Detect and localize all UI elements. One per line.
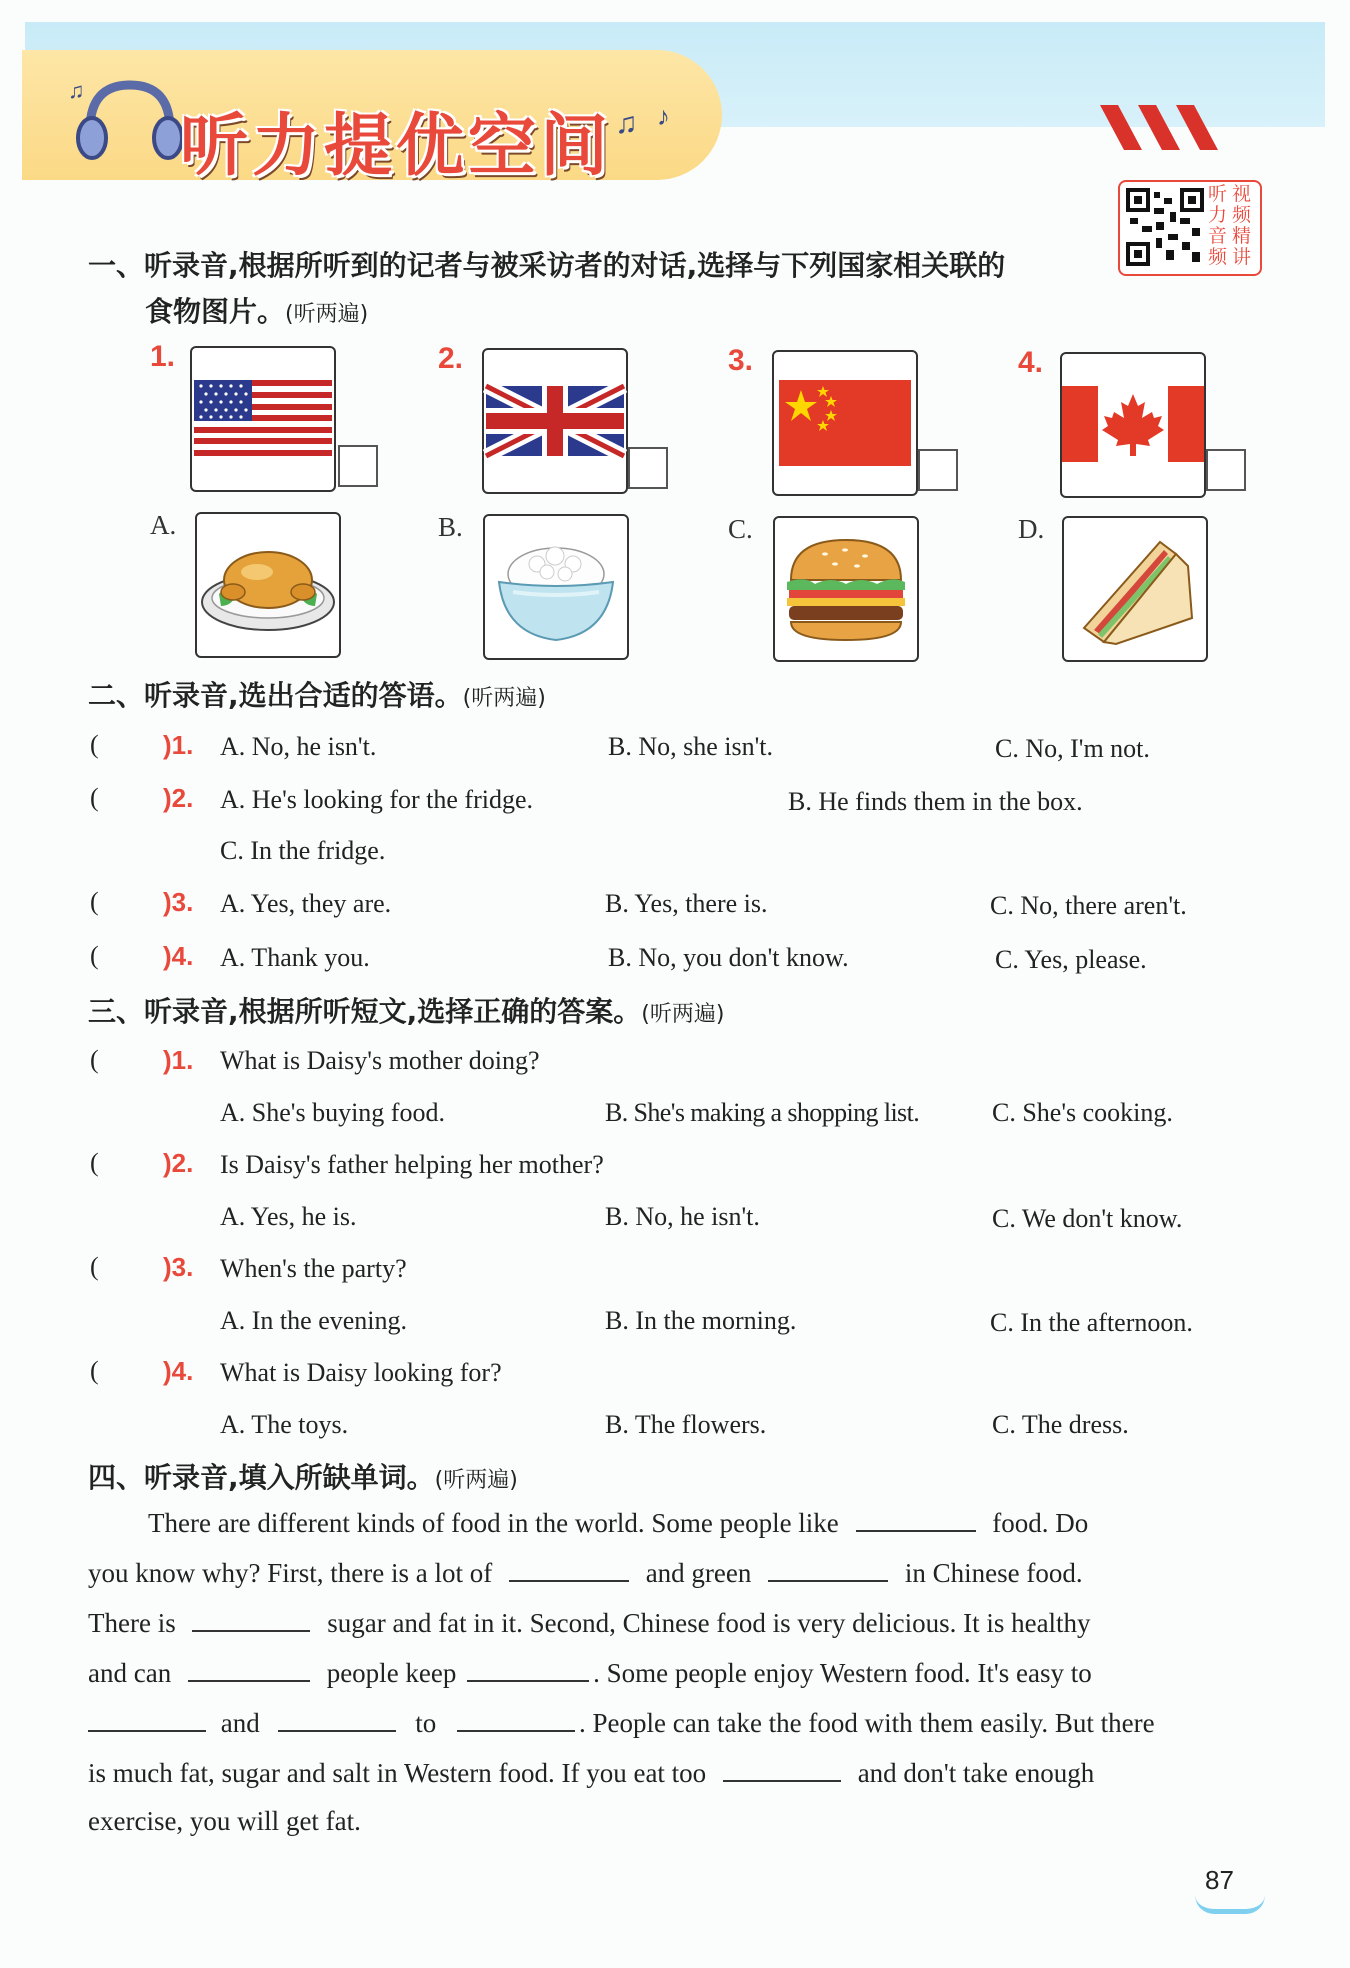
s3-q1-num: )1. <box>163 1045 194 1075</box>
s3-q4-num: )4. <box>163 1356 194 1386</box>
section3-note: (听两遍) <box>641 1002 725 1027</box>
answer-paren-s2-q1[interactable]: ( <box>90 730 99 759</box>
s3-q4-option-c[interactable]: C. The dress. <box>992 1410 1129 1439</box>
blank-2[interactable] <box>509 1556 629 1582</box>
answer-box-1[interactable] <box>338 445 378 487</box>
answer-paren-s3-q3[interactable]: ( <box>90 1252 99 1281</box>
s3-q3-option-a[interactable]: A. In the evening. <box>220 1306 408 1335</box>
s2-q4-option-c[interactable]: C. Yes, please. <box>995 945 1147 974</box>
flag-number-2: 2. <box>438 342 464 375</box>
s2-q4-num: )4. <box>163 941 194 971</box>
section1-title-line2: 食物图片。(听两遍) <box>145 295 369 328</box>
china-flag <box>779 380 911 466</box>
s3-q2-option-c[interactable]: C. We don't know. <box>992 1204 1183 1233</box>
qr-code-box[interactable] <box>1118 180 1262 276</box>
blank-8[interactable] <box>278 1706 396 1732</box>
blank-3[interactable] <box>768 1556 888 1582</box>
passage-line-6: is much fat, sugar and salt in Western food. If you eat too and don't take enough <box>88 1758 1095 1788</box>
page-number-decoration <box>1195 1895 1265 1914</box>
passage-line-5: and to . People can take the food with them easily. But there <box>88 1706 1155 1739</box>
flag-frame-canada <box>1060 352 1206 498</box>
blank-4[interactable] <box>192 1606 310 1632</box>
svg-text:♪: ♪ <box>657 102 670 131</box>
page-number: 87 <box>1205 1865 1234 1895</box>
blank-1[interactable] <box>856 1506 976 1532</box>
s2-q2-option-b[interactable]: B. He finds them in the box. <box>788 787 1083 816</box>
s2-q2-option-a[interactable]: A. He's looking for the fridge. <box>220 785 534 814</box>
section1-title: 一、听录音,根据所听到的记者与被采访者的对话,选择与下列国家相关联的 <box>88 249 1006 282</box>
sandwich-icon <box>1064 518 1206 660</box>
flag-frame-uk <box>482 348 628 494</box>
food-letter-b: B. <box>438 512 463 542</box>
usa-flag <box>194 380 332 456</box>
s3-q2-option-b[interactable]: B. No, he isn't. <box>605 1202 760 1231</box>
page-title: 听力提优空间 <box>180 107 613 186</box>
answer-paren-s2-q2[interactable]: ( <box>90 783 99 812</box>
food-frame-d <box>1062 516 1208 662</box>
hamburger-icon <box>775 518 917 660</box>
s3-q4-question: What is Daisy looking for? <box>220 1358 502 1387</box>
blank-10[interactable] <box>723 1756 841 1782</box>
s3-q3-option-c[interactable]: C. In the afternoon. <box>990 1308 1193 1337</box>
s3-q3-num: )3. <box>163 1252 194 1282</box>
blank-6[interactable] <box>467 1656 589 1682</box>
s3-q1-option-a[interactable]: A. She's buying food. <box>220 1098 445 1127</box>
blank-5[interactable] <box>188 1656 310 1682</box>
s2-q3-option-b[interactable]: B. Yes, there is. <box>605 889 768 918</box>
s2-q1-option-b[interactable]: B. No, she isn't. <box>608 732 774 761</box>
flag-frame-usa <box>190 346 336 492</box>
roast-chicken-icon <box>197 514 339 656</box>
section2-title: 二、听录音,选出合适的答语。(听两遍) <box>88 679 546 712</box>
svg-text:♫: ♫ <box>68 78 85 103</box>
uk-flag <box>486 386 624 456</box>
s3-q4-option-a[interactable]: A. The toys. <box>220 1410 349 1439</box>
section4-title: 四、听录音,填入所缺单词。(听两遍) <box>88 1461 518 1494</box>
section1-note: (听两遍) <box>285 302 369 327</box>
s3-q3-option-b[interactable]: B. In the morning. <box>605 1306 797 1335</box>
passage-line-2: you know why? First, there is a lot of and green in Chinese food. <box>88 1558 1083 1588</box>
music-note-icon <box>615 95 695 145</box>
qr-label-audio: 听力音频 <box>1208 183 1228 268</box>
answer-paren-s2-q3[interactable]: ( <box>90 887 99 916</box>
answer-box-2[interactable] <box>628 447 668 489</box>
answer-paren-s3-q4[interactable]: ( <box>90 1356 99 1385</box>
s3-q3-question: When's the party? <box>220 1254 407 1283</box>
flag-number-1: 1. <box>150 340 176 373</box>
s2-q3-option-a[interactable]: A. Yes, they are. <box>220 889 392 918</box>
s2-q2-option-c[interactable]: C. In the fridge. <box>220 836 386 865</box>
food-letter-a: A. <box>150 510 177 540</box>
s3-q2-question: Is Daisy's father helping her mother? <box>220 1150 604 1179</box>
s2-q1-num: )1. <box>163 730 194 760</box>
flag-number-4: 4. <box>1018 346 1044 379</box>
section3-title: 三、听录音,根据所听短文,选择正确的答案。(听两遍) <box>88 995 725 1028</box>
section2-note: (听两遍) <box>462 686 546 711</box>
canada-flag <box>1062 386 1204 462</box>
flag-frame-china <box>772 350 918 496</box>
flag-number-3: 3. <box>728 344 754 377</box>
s2-q1-option-c[interactable]: C. No, I'm not. <box>995 734 1150 763</box>
s3-q1-option-c[interactable]: C. She's cooking. <box>992 1098 1173 1127</box>
food-letter-d: D. <box>1018 514 1045 544</box>
s3-q2-num: )2. <box>163 1148 194 1178</box>
answer-paren-s3-q1[interactable]: ( <box>90 1045 99 1074</box>
s3-q4-option-b[interactable]: B. The flowers. <box>605 1410 767 1439</box>
headphones-icon <box>70 70 180 170</box>
s3-q1-option-b[interactable]: B. She's making a shopping list. <box>605 1098 920 1127</box>
svg-text:♫: ♫ <box>615 107 638 140</box>
s3-q1-question: What is Daisy's mother doing? <box>220 1046 540 1075</box>
answer-box-4[interactable] <box>1206 449 1246 491</box>
answer-paren-s2-q4[interactable]: ( <box>90 941 99 970</box>
food-frame-c <box>773 516 919 662</box>
s2-q3-option-c[interactable]: C. No, there aren't. <box>990 891 1187 920</box>
passage-line-3: There is sugar and fat in it. Second, Chinese food is very delicious. It is healthy <box>88 1608 1091 1638</box>
s2-q4-option-b[interactable]: B. No, you don't know. <box>608 943 849 972</box>
food-frame-a <box>195 512 341 658</box>
decorative-slashes <box>1100 105 1230 155</box>
passage-line-1: There are different kinds of food in the world. Some people like food. Do <box>148 1508 1089 1538</box>
passage-line-4: and can people keep . Some people enjoy Western food. It's easy to <box>88 1658 1092 1688</box>
s2-q2-num: )2. <box>163 783 194 813</box>
s2-q4-option-a[interactable]: A. Thank you. <box>220 943 370 972</box>
food-frame-b <box>483 514 629 660</box>
s2-q1-option-a[interactable]: A. No, he isn't. <box>220 732 377 761</box>
s2-q3-num: )3. <box>163 887 194 917</box>
qr-label-video: 视频精讲 <box>1232 183 1252 268</box>
food-letter-c: C. <box>728 514 753 544</box>
rice-bowl-icon <box>485 516 627 658</box>
s3-q2-option-a[interactable]: A. Yes, he is. <box>220 1202 357 1231</box>
passage-line-7: exercise, you will get fat. <box>88 1806 361 1836</box>
section4-note: (听两遍) <box>434 1468 518 1493</box>
blank-7[interactable] <box>88 1706 206 1732</box>
answer-paren-s3-q2[interactable]: ( <box>90 1148 99 1177</box>
blank-9[interactable] <box>457 1706 575 1732</box>
answer-box-3[interactable] <box>918 449 958 491</box>
qr-code-icon <box>1126 188 1204 266</box>
